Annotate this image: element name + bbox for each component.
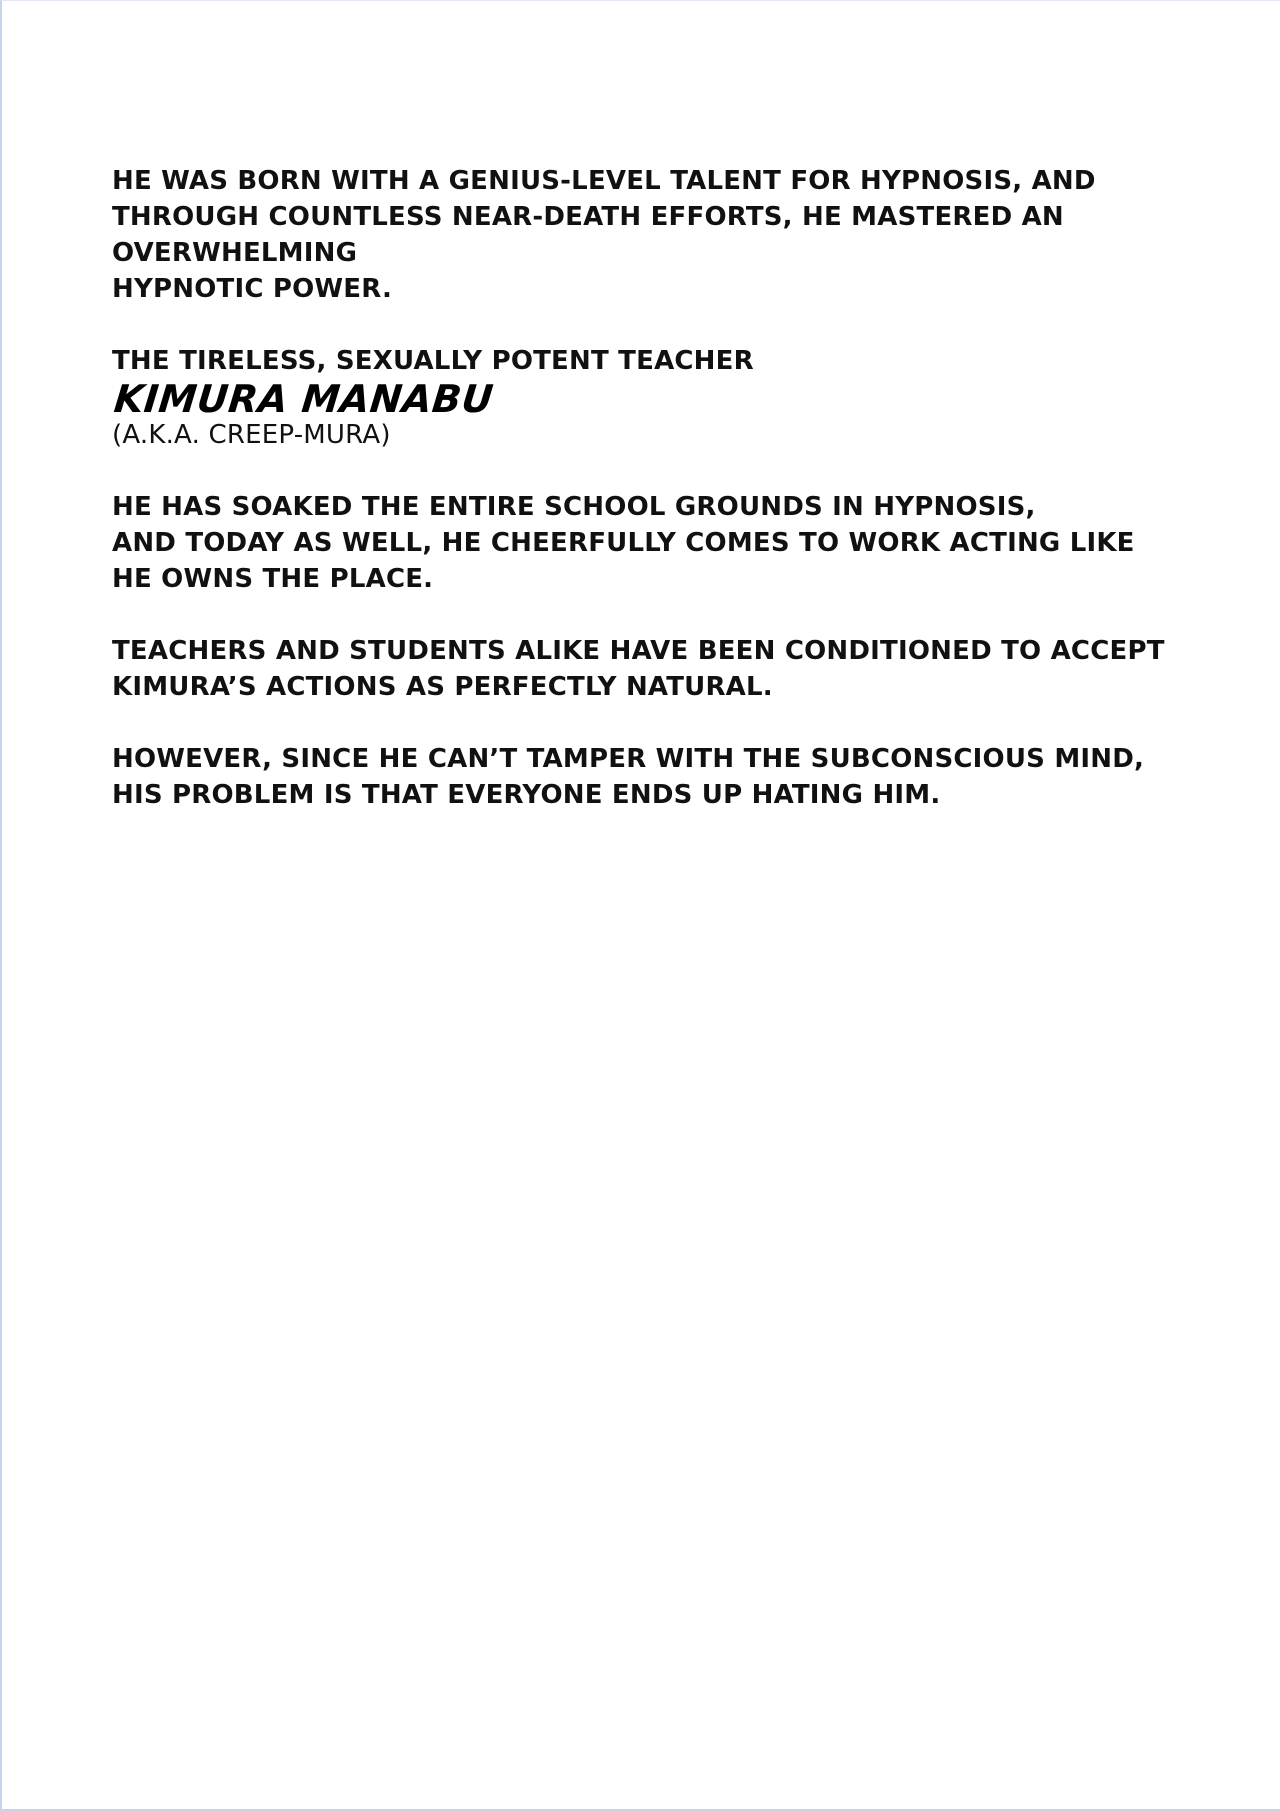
paragraph-line: HE OWNS THE PLACE. [112,564,434,594]
paragraph-line: TEACHERS AND STUDENTS ALIKE HAVE BEEN CONDITIONED TO ACCEPT [112,636,1165,666]
intro-paragraph [112,163,1212,307]
intro-line: HE WAS BORN WITH A GENIUS-LEVEL TALENT FOR HYPNOSIS, AND [112,166,1096,196]
intro-line: HYPNOTIC POWER. [112,274,393,304]
character-descriptor: THE TIRELESS, SEXUALLY POTENT TEACHER [112,346,754,376]
intro-line: THROUGH COUNTLESS NEAR-DEATH EFFORTS, HE MASTERED AN [112,202,1064,232]
paragraph-line: HIS PROBLEM IS THAT EVERYONE ENDS UP HATING HIM. [112,780,941,810]
paragraph-line: HOWEVER, SINCE HE CAN’T TAMPER WITH THE SUBCONSCIOUS MIND, [112,744,1145,774]
character-alias: (A.K.A. CREEP-MURA) [112,420,391,450]
paragraph-school [112,489,1212,597]
paragraph-conditioning [112,633,1212,705]
paragraph-line: HE HAS SOAKED THE ENTIRE SCHOOL GROUNDS IN HYPNOSIS, [112,492,1036,522]
intro-line: OVERWHELMING [112,238,358,268]
paragraph-problem [112,741,1212,813]
text-block [112,163,1212,849]
paragraph-line: AND TODAY AS WELL, HE CHEERFULLY COMES TO WORK ACTING LIKE [112,528,1135,558]
character-name: KIMURA MANABU [112,377,496,421]
character-block [112,343,1212,453]
paragraph-line: KIMURA’S ACTIONS AS PERFECTLY NATURAL. [112,672,773,702]
